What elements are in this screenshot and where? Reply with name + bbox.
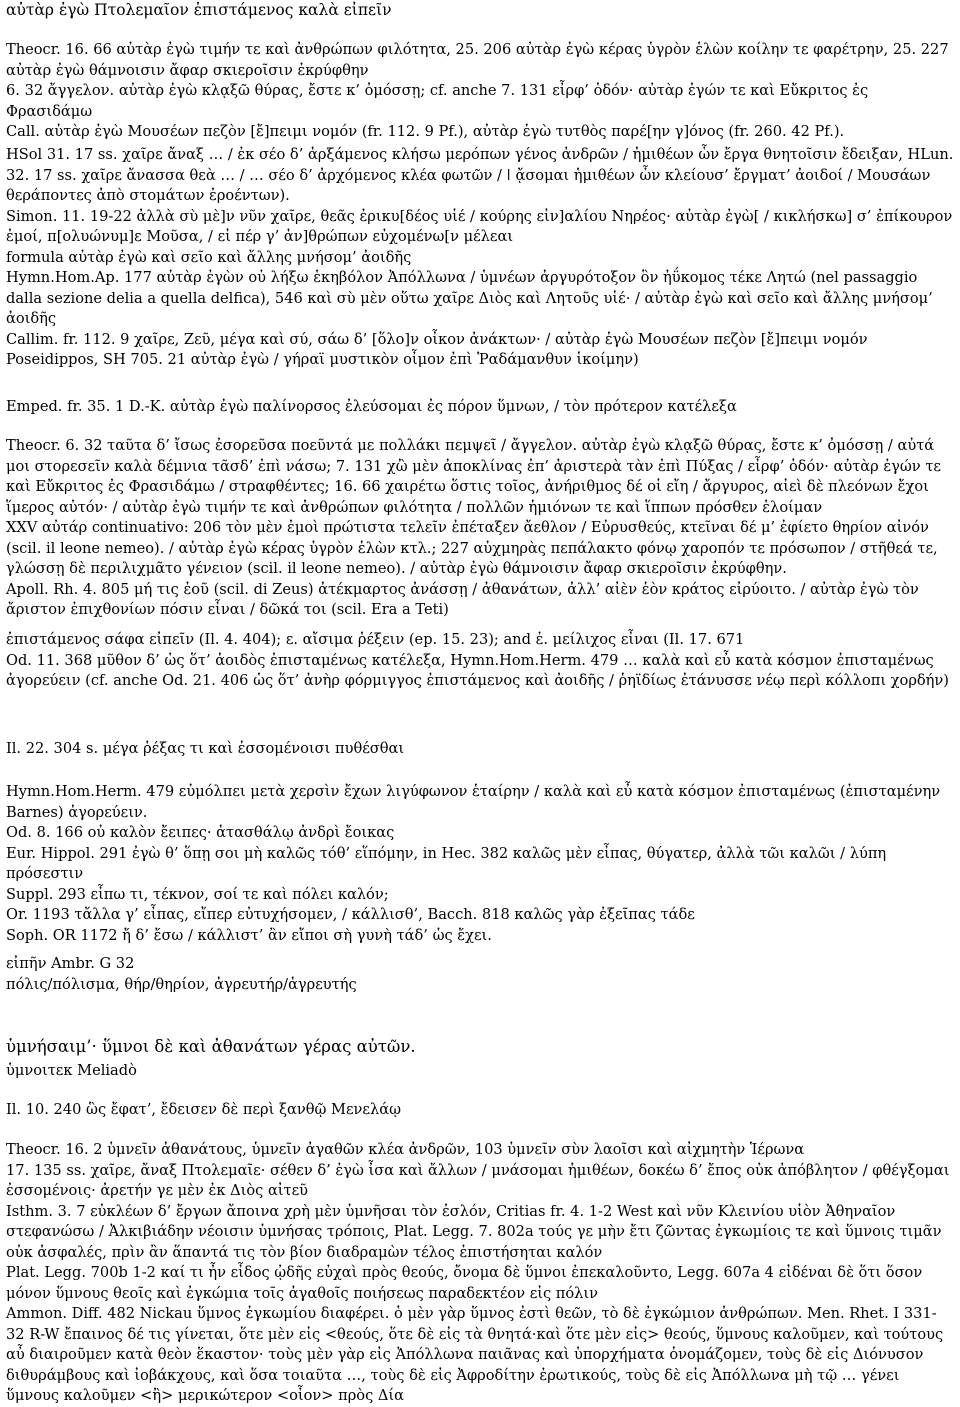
meliado-line (6, 1061, 954, 1082)
hymnein-block (6, 1140, 954, 1407)
text-line: Il. 10. 240 ὣς ἔφατ’, ἔδεισεν δὲ περὶ ξανθῷ Μενελάῳ (6, 1101, 401, 1118)
text-line: Isthm. 3. 7 εὐκλέων δ’ ἔργων ἄποινα χρὴ μὲν ὑμνῆσαι τὸν ἐσλόν, Critias fr. 4. 1-2 West καὶ νῦν Κλεινίου υἱὸν Ἀθηναῖον στεφανώσω / Ἀλκιβιάδην νέοισιν ὑμνήσας τρόποις, Plat. Legg. 7. 802a τούς γε μὴν ἔτι ζῶντας ἐγκωμίοις τε καὶ ὕμνοις τιμᾶν οὐκ ἀσφαλές, πρὶν ἂν ἅπαντά τις τὸν βίον διαδραμὼν τέλος ἐπιστήσηται καλόν (6, 1202, 942, 1261)
iliad-line (6, 739, 954, 760)
text-line: Emped. fr. 35. 1 D.-K. αὐτὰρ ἐγὼ παλίνορσος ἐλεύσομαι ἐς πόρον ὕμνων, / τὸν πρότερον κατέλεξα (6, 398, 737, 415)
text-line: ὑμνήσαιμ’· ὕμνοι δὲ καὶ ἀθανάτων γέρας αὐτῶν. (6, 1037, 416, 1056)
text-line: Il. 22. 304 s. μέγα ῥέξας τι καὶ ἐσσομένοισι πυθέσθαι (6, 740, 405, 757)
text-line: Call. αὐτὰρ ἐγὼ Μουσέων πεζὸν [ἔ]πειμι νομόν (fr. 112. 9 Pf.), αὐτὰρ ἐγὼ τυτθὸς παρέ[ην γ]όνος (fr. 260. 42 Pf.). (6, 123, 845, 140)
heading-line (6, 0, 954, 21)
text-line: Hymn.Hom.Ap. 177 αὐτὰρ ἐγὼν οὐ λήξω ἑκηβόλον Ἀπόλλωνα / ὑμνέων ἀργυρότοξον ὃν ἠΰκομος τέκε Λητώ (nel passaggio dalla sezione delia a quella delfica), 546 καὶ σὺ μὲν οὕτω χαῖρε Διὸς καὶ Λητοῦς υἱέ· / αὐτὰρ ἐγὼ καὶ σεῖο καὶ ἄλλης μνήσομ’ ἀοιδῆς (6, 269, 933, 327)
text-line: XXV αὐτάρ continuativo: 206 τὸν μὲν ἐμοὶ πρώτιστα τελεῖν ἐπέταξεν ἄεθλον / Εὐρυσθεύς, κτεῖναι δέ μ’ ἐφίετο θηρίον αἰνόν (scil. il leone nemeo). / αὐτὰρ ἐγὼ κέρας ὑγρὸν ἑλὼν κτλ.; 227 αὐχμηρὰς πεπάλακτο φόνῳ χαροπόν τε πρόσωπον / στῆθεά τε, γλώσσῃ δὲ περιλιχμᾶτο γένειον (scil. il leone nemeo). / αὐτὰρ ἐγὼ θάμνοισιν ἄφαρ σκιεροῖσιν ἐκρύφθην. (6, 519, 938, 577)
iliad-10-line (6, 1100, 954, 1121)
theocritus-call-block (6, 40, 954, 143)
text-line: Plat. Legg. 700b 1-2 καί τι ἦν εἶδος ᾠδῆς εὐχαὶ πρὸς θεούς, ὄνομα δὲ ὕμνοι ἐπεκαλοῦντο, Legg. 607a 4 εἰδέναι δὲ ὅτι ὅσον μόνον ὕμνους θεοῖς καὶ ἐγκώμια τοῖς ἀγαθοῖς ποιήσεως παραδεκτέον εἰς πόλιν (6, 1264, 923, 1302)
text-line: αὐτὰρ ἐγὼ Πτολεμαῖον ἐπιστάμενος καλὰ εἰπεῖν (6, 1, 392, 19)
text-line: Theocr. 6. 32 ταῦτα δ’ ἴσως ἐσορεῦσα ποεῦντά με πολλάκι πεμψεῖ / ἄγγελον. αὐτὰρ ἐγὼ κλᾳξῶ θύρας, ἔστε κ’ ὀμόσσῃ / αὐτά μοι στορεσεῖν καλὰ δέμνια τᾶσδ’ ἐπὶ νάσω; 7. 131 χὢ μὲν ἀποκλίνας ἐπ’ ἀριστερὰ τὰν ἐπὶ Πύξας / εἶρφ’ ὁδόν· αὐτὰρ ἐγών τε καὶ Εὔκριτος ἐς Φρασιδάμω / στραφθέντες; 16. 66 χαιρέτω ὅστις τοῖος, ἀνήριθμος δέ οἱ εἴη / ἄργυρος, αἰεὶ δὲ πλεόνων ἔχοι ἵμερος αὐτόν· / αὐτὰρ ἐγὼ τιμήν τε καὶ ἀνθρώπων φιλότητα / πολλῶν ἡμιόνων τε καὶ ἵππων πρόσθεν ἑλοίμαν (6, 437, 941, 516)
text-line: Apoll. Rh. 4. 805 μή τις ἐοῦ (scil. di Zeus) ἀτέκμαρτος ἀνάσσῃ / ἀθανάτων, ἀλλ’ αἰὲν ἑὸν κράτος εἰρύοιτο. / αὐτὰρ ἐγὼ τὸν ἄριστον ἐπιχθονίων πόσιν εἶναι / δῶκά τοι (scil. Era a Teti) (6, 580, 919, 618)
text-line: ὑμνοιτεκ Meliadò (6, 1062, 137, 1079)
text-line: Od. 8. 166 οὐ καλὸν ἔειπες· ἀτασθάλῳ ἀνδρὶ ἔοικας (6, 824, 395, 841)
text-line: ἐπιστάμενος σάφα εἰπεῖν (Il. 4. 404); ε. αἴσιμα ῥέξειν (ep. 15. 23); and ἐ. μείλιχος εἶναι (Il. 17. 671 (6, 631, 745, 648)
text-line: Theocr. 16. 2 ὑμνεῖν ἀθανάτους, ὑμνεῖν ἀγαθῶν κλέα ἀνδρῶν, 103 ὑμνεῖν σὺν λαοῖσι καὶ αἰχμητὴν Ἱέρωνα (6, 1141, 805, 1158)
text-line: Od. 11. 368 μῦθον δ’ ὡς ὅτ’ ἀοιδὸς ἐπισταμένως κατέλεξα, Hymn.Hom.Herm. 479 … καλὰ καὶ εὖ κατὰ κόσμον ἐπισταμένως ἀγορεύειν (cf. anche Od. 21. 406 ὡς ὅτ’ ἀνὴρ φόρμιγγος ἐπιστάμενος καὶ ἀοιδῆς / ῥηϊδίως ἐτάνυσσε νέῳ περὶ κόλλοπι χορδήν) (6, 651, 949, 689)
text-line: Ammon. Diff. 482 Nickau ὕμνος ἐγκωμίου διαφέρει. ὁ μὲν γὰρ ὕμνος ἐστὶ θεῶν, τὸ δὲ ἐγκώμιον ἀνθρώπων. Men. Rhet. I 331-32 R-W ἔπαινος δέ τις γίνεται, ὅτε μὲν εἰς <θεούς, ὅτε δὲ εἰς τὰ θνητά·καὶ ὅτε μὲν εἰς> θεούς, ὕμνους καλοῦμεν, καὶ τούτους αὖ διαιροῦμεν κατὰ θεὸν ἕκαστον· τοὺς μὲν γὰρ εἰς Ἀπόλλωνα παιᾶνας καὶ ὑπορχήματα ὀνομάζομεν, τοὺς δὲ εἰς Διόνυσον διθυράμβους καὶ ἰοβάκχους, καὶ ὅσα τοιαῦτα …, τοὺς δὲ εἰς Ἀφροδίτην ἐρωτικούς, τοὺς δὲ εἰς Ἀπόλλωνα μὴ τῷ … γένει ὕμνους καλοῦμεν <ἢ> μερικώτερον <οἷον> πρὸς Δία (6, 1305, 944, 1404)
ambr-block (6, 954, 954, 995)
hymnesaim-line (6, 1037, 954, 1058)
text-line: Simon. 11. 19-22 ἀλλὰ σὺ μὲ]ν νῦν χαῖρε, θεᾶς ἐρικυ[δέος υἱέ / κούρης εἰν]αλίου Νηρέος· αὐτὰρ ἐγὼ[ / κικλήσκω] σ’ ἐπίκουρον ἐμοί, π[ολυώνυμ]ε Μοῦσα, / εἰ πέρ γ’ ἀν]θρώπων εὐχομένω[ν μέλεαι (6, 207, 953, 245)
text-line: 17. 135 ss. χαῖρε, ἄναξ Πτολεμαῖε· σέθεν δ’ ἐγὼ ἶσα καὶ ἄλλων / μνάσομαι ἡμιθέων, δοκέω δ’ ἔπος οὐκ ἀπόβλητον / φθέγξομαι ἐσσομένοις· ἀρετήν γε μὲν ἐκ Διὸς αἰτεῦ (6, 1161, 950, 1199)
text-line: Soph. OR 1172 ἤ δ’ ἔσω / κάλλιστ’ ἂν εἴποι σὴ γυνὴ τάδ’ ὡς ἔχει. (6, 926, 492, 944)
text-line: πόλις/πόλισμα, θήρ/θηρίον, ἀγρευτήρ/ἀγρευτής (6, 975, 357, 993)
theocritus-block (6, 436, 954, 621)
text-line: 6. 32 ἄγγελον. αὐτὰρ ἐγὼ κλᾳξῶ θύρας, ἔστε κ’ ὀμόσσῃ; cf. anche 7. 131 εἶρφ’ ὁδόν· αὐτὰρ ἐγών τε καὶ Εὔκριτος ἐς Φρασιδάμω (6, 82, 869, 120)
text-line: Eur. Hippol. 291 ἐγὼ θ’ ὅπῃ σοι μὴ καλῶς τόθ’ εἵπόμην, in Hec. 382 καλῶς μὲν εἶπας, θύγατερ, ἀλλὰ τῶι καλῶι / λύπη πρόσεστιν (6, 844, 887, 882)
text-line: Poseidippos, SH 705. 21 αὐτὰρ ἐγὼ / γήραϊ μυστικὸν οἶμον ἐπὶ Ῥαδάμανθυν ἱκοίμην) (6, 351, 639, 368)
text-line: Hymn.Hom.Herm. 479 εὐμόλπει μετὰ χερσὶν ἔχων λιγύφωνον ἑταίρην / καλὰ καὶ εὖ κατὰ κόσμον ἐπισταμένως (ἐπισταμένην Barnes) ἀγορεύειν. (6, 783, 941, 821)
text-line: formula αὐτὰρ ἐγὼ καὶ σεῖο καὶ ἄλλης μνήσομ’ ἀοιδῆς (6, 248, 412, 266)
text-line: Suppl. 293 εἶπω τι, τέκνον, σοί τε καὶ πόλει καλόν; (6, 885, 389, 903)
text-line: Callim. fr. 112. 9 χαῖρε, Ζεῦ, μέγα καὶ σύ, σάω δ’ [ὅλο]ν οἶκον ἀνάκτων· / αὐτὰρ ἐγὼ Μουσέων πεζὸν [ἔ]πειμι νομόν (6, 330, 868, 348)
hymn-herm-block (6, 782, 954, 946)
epistamenos-block (6, 630, 954, 692)
text-line: εἰπῆν Ambr. G 32 (6, 955, 135, 972)
empedocles-line (6, 397, 954, 418)
text-line: Or. 1193 τἄλλα γ’ εἶπας, εἴπερ εὐτυχήσομεν, / κάλλισθ’, Bacch. 818 καλῶς γὰρ ἐξεῖπας τάδε (6, 906, 695, 923)
text-line: HSol 31. 17 ss. χαῖρε ἄναξ … / ἐκ σέο δ’ ἀρξάμενος κλήσω μερόπων γένος ἀνδρῶν / ἡμιθέων ὧν ἔργα θνητοῖσιν ἔδειξαν, HLun. 32. 17 ss. χαῖρε ἄνασσα θεὰ … / … σέο δ’ ἀρχόμενος κλέα φωτῶν / ǀ ᾄσομαι ἡμιθέων ὧν κλείουσ’ ἔργματ’ ἀοιδοί / Μουσάων θεράποντες ἀπὸ στομάτων ἐροέντων). (6, 146, 954, 204)
hymns-block (6, 145, 954, 371)
text-line: Theocr. 16. 66 αὐτὰρ ἐγὼ τιμήν τε καὶ ἀνθρώπων φιλότητα, 25. 206 αὐτὰρ ἐγὼ κέρας ὑγρὸν ἑλὼν κοίλην τε φαρέτρην, 25. 227 αὐτὰρ ἐγὼ θάμνοισιν ἄφαρ σκιεροῖσιν ἐκρύφθην (6, 41, 949, 79)
